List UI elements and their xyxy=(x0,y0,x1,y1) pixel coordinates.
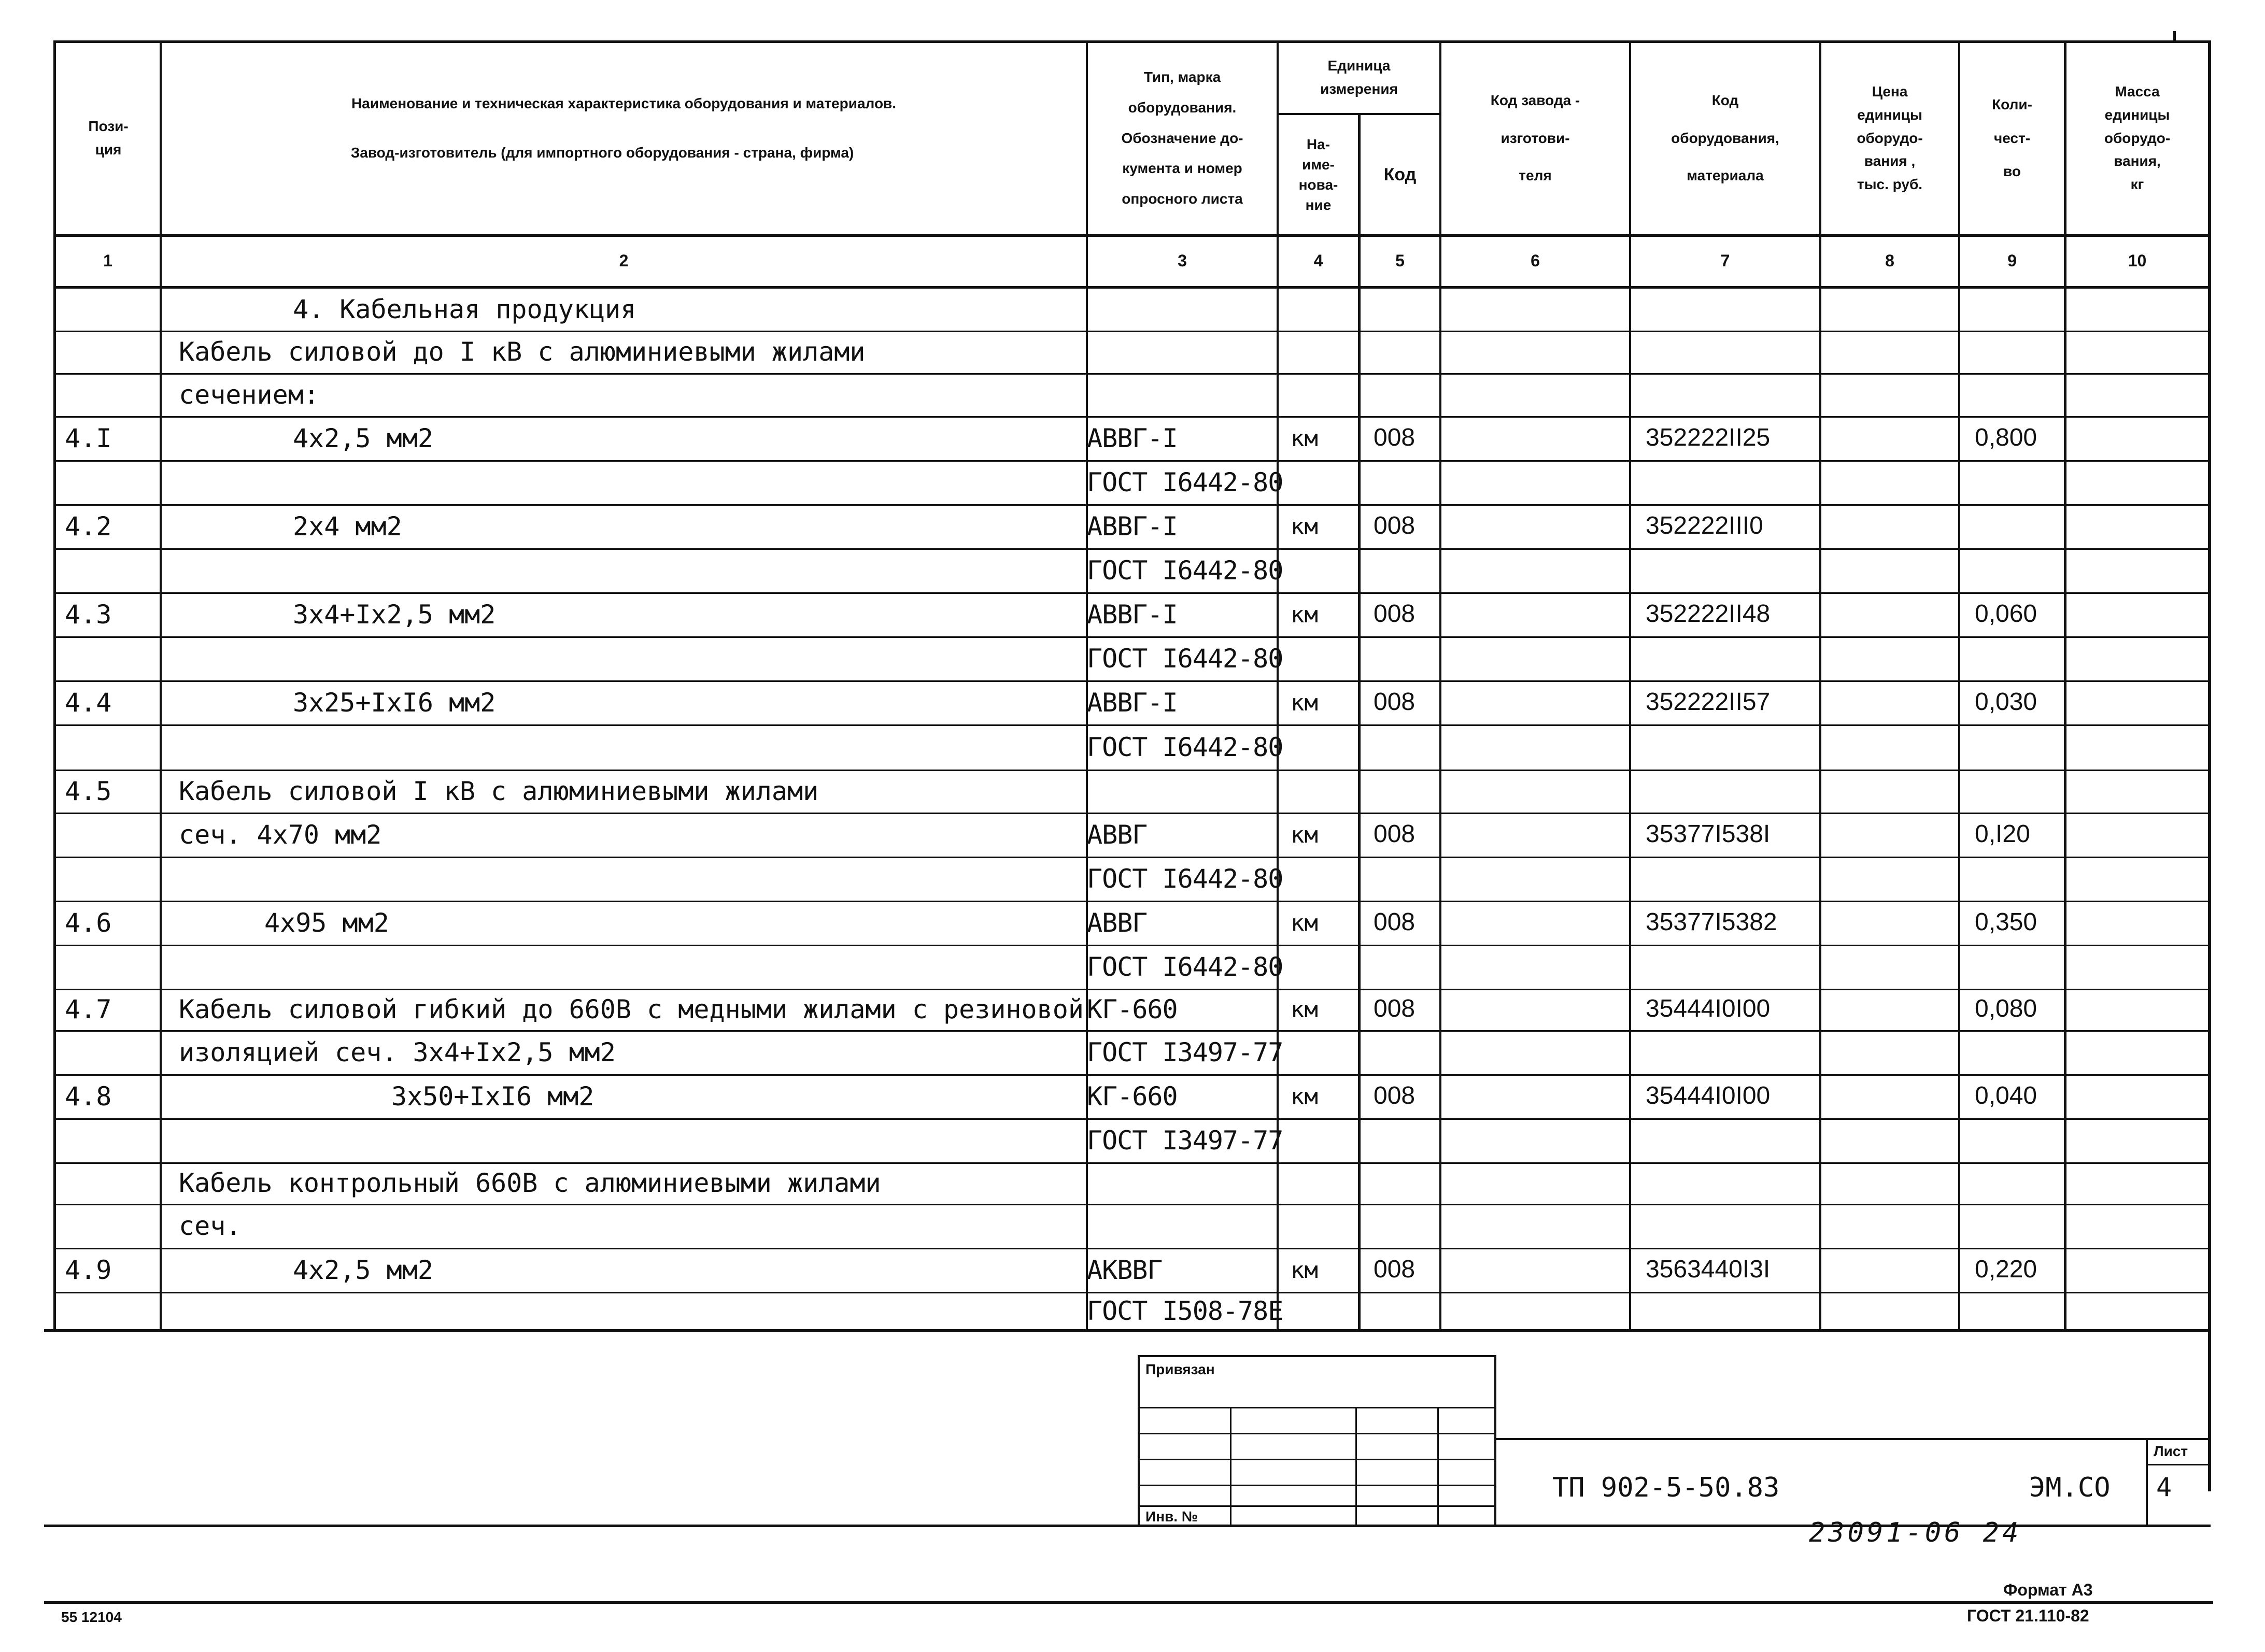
position-cell: 4.6 xyxy=(65,907,112,938)
table-row xyxy=(0,858,2265,902)
table-row xyxy=(0,332,2265,374)
table-row xyxy=(0,1031,2265,1075)
gost-label: ГОСТ 21.110-82 xyxy=(1967,1606,2089,1625)
material-code-cell: 352222II57 xyxy=(1646,688,1771,716)
type-cell: ГОСТ I508-78Е xyxy=(1087,1295,1283,1326)
type-cell: ГОСТ I3497-77 xyxy=(1087,1037,1283,1067)
document-mark: ЭМ.СО xyxy=(2029,1472,2111,1503)
name-cell: 3x50+IxI6 мм2 xyxy=(391,1081,594,1112)
unit-code-cell: 008 xyxy=(1374,1255,1415,1283)
name-cell: изоляцией сеч. 3x4+Ix2,5 мм2 xyxy=(179,1037,616,1067)
col-number-7: 7 xyxy=(1720,251,1730,270)
position-cell: 4.9 xyxy=(65,1255,112,1285)
col-number-2: 2 xyxy=(619,251,629,270)
type-cell: КГ-660 xyxy=(1087,1081,1178,1112)
type-cell: ГОСТ I6442-80 xyxy=(1087,951,1283,982)
material-code-cell: 352222II25 xyxy=(1646,423,1771,451)
document-code: ТП 902-5-50.83 xyxy=(1552,1472,1780,1503)
position-cell: 4.2 xyxy=(65,511,112,542)
col-number-6: 6 xyxy=(1531,251,1540,270)
unit-name-cell: км xyxy=(1291,425,1318,452)
name-cell: Кабель силовой до I кВ с алюминиевыми жилами xyxy=(179,337,866,367)
unit-code-cell: 008 xyxy=(1374,820,1415,848)
quantity-cell: 0,220 xyxy=(1975,1255,2037,1283)
position-cell: 4.5 xyxy=(65,776,112,806)
header-maker-code: Код завода - изготови- теля xyxy=(1490,92,1580,184)
handwritten-number: 23091-06 24 xyxy=(1809,1517,2022,1548)
col-number-1: 1 xyxy=(103,251,112,270)
name-cell: 3x4+Ix2,5 мм2 xyxy=(293,599,496,630)
unit-code-cell: 008 xyxy=(1374,1081,1415,1109)
position-cell: 4.7 xyxy=(65,994,112,1024)
unit-name-cell: км xyxy=(1291,1257,1318,1284)
type-cell: ГОСТ I6442-80 xyxy=(1087,863,1283,894)
type-cell: ГОСТ I6442-80 xyxy=(1087,732,1283,762)
type-cell: ГОСТ I6442-80 xyxy=(1087,467,1283,497)
name-cell: сеч. xyxy=(179,1210,242,1241)
table-row xyxy=(0,1293,2265,1331)
type-cell: АВВГ xyxy=(1087,907,1148,938)
name-cell: 4. Кабельная продукция xyxy=(293,294,636,324)
corner-tick xyxy=(2173,31,2176,42)
header-unit: Единица измерения xyxy=(1320,58,1398,97)
table-row xyxy=(0,374,2265,417)
name-cell: 4x95 мм2 xyxy=(264,907,389,938)
unit-code-cell: 008 xyxy=(1374,423,1415,451)
unit-name-cell: км xyxy=(1291,1083,1318,1110)
type-cell: АВВГ xyxy=(1087,819,1148,850)
col-number-8: 8 xyxy=(1885,251,1894,270)
name-cell: сеч. 4x70 мм2 xyxy=(179,819,382,850)
name-cell: Кабель силовой I кВ с алюминиевыми жилами xyxy=(179,776,819,806)
table-row xyxy=(0,505,2265,549)
footer-line xyxy=(44,1601,2213,1604)
table-row xyxy=(0,814,2265,858)
table-row xyxy=(0,637,2265,681)
sheet-label: Лист xyxy=(2154,1443,2188,1459)
table-row xyxy=(0,593,2265,637)
table-row xyxy=(0,1205,2265,1249)
type-cell: ГОСТ I3497-77 xyxy=(1087,1125,1283,1156)
table-row xyxy=(0,549,2265,593)
print-code: 55 12104 xyxy=(61,1609,122,1625)
type-cell: ГОСТ I6442-80 xyxy=(1087,643,1283,674)
table-row xyxy=(0,681,2265,725)
quantity-cell: 0,800 xyxy=(1975,423,2037,451)
col-number-3: 3 xyxy=(1178,251,1187,270)
header-mass: Масса единицы оборудо- вания, кг xyxy=(2104,83,2171,193)
table-row xyxy=(0,1119,2265,1163)
unit-code-cell: 008 xyxy=(1374,511,1415,539)
table-row xyxy=(0,725,2265,771)
position-cell: 4.4 xyxy=(65,687,112,718)
table-row xyxy=(0,417,2265,461)
position-cell: 4.8 xyxy=(65,1081,112,1112)
format-label: Формат А3 xyxy=(2003,1580,2093,1599)
material-code-cell: 35377I5382 xyxy=(1646,908,1777,936)
quantity-cell: 0,060 xyxy=(1975,600,2037,628)
name-cell: 4x2,5 мм2 xyxy=(293,1255,433,1285)
material-code-cell: 35444I0I00 xyxy=(1646,995,1771,1022)
stamp-attached-label: Привязан xyxy=(1145,1361,1215,1377)
table-row xyxy=(0,946,2265,990)
position-cell: 4.3 xyxy=(65,599,112,630)
table-row xyxy=(0,990,2265,1031)
unit-name-cell: км xyxy=(1291,513,1318,540)
col-number-5: 5 xyxy=(1395,251,1405,270)
name-cell: Кабель силовой гибкий до 660В с медными жилами с резиновой xyxy=(179,994,1084,1024)
col-number-10: 10 xyxy=(2128,251,2147,270)
type-cell: КГ-660 xyxy=(1087,994,1178,1024)
header-unit-code: Код xyxy=(1383,164,1417,184)
header-position: Пози- ция xyxy=(88,118,129,158)
name-cell: 3x25+IxI6 мм2 xyxy=(293,687,496,718)
material-code-cell: 352222II48 xyxy=(1646,600,1771,628)
header-name-line1: Наименование и техническая характеристика оборудования и материалов. xyxy=(351,95,897,111)
sheet-number: 4 xyxy=(2156,1472,2172,1502)
table-row xyxy=(0,289,2265,332)
unit-name-cell: км xyxy=(1291,996,1318,1023)
type-cell: АВВГ-I xyxy=(1087,687,1178,718)
table-row xyxy=(0,461,2265,505)
unit-name-cell: км xyxy=(1291,689,1318,716)
type-cell: АВВГ-I xyxy=(1087,423,1178,453)
type-cell: АВВГ-I xyxy=(1087,511,1178,542)
unit-code-cell: 008 xyxy=(1374,908,1415,936)
header-unit-name: На- име- нова- ние xyxy=(1298,136,1338,213)
name-cell: 4x2,5 мм2 xyxy=(293,423,433,453)
position-cell: 4.I xyxy=(65,423,112,453)
quantity-cell: 0,030 xyxy=(1975,688,2037,716)
col-number-4: 4 xyxy=(1313,251,1323,270)
col-number-9: 9 xyxy=(2007,251,2017,270)
unit-code-cell: 008 xyxy=(1374,688,1415,716)
header-price: Цена единицы оборудо- вания , тыс. руб. xyxy=(1857,83,1923,193)
table-row xyxy=(0,1075,2265,1119)
type-cell: ГОСТ I6442-80 xyxy=(1087,555,1283,586)
name-cell: Кабель контрольный 660В с алюминиевыми жилами xyxy=(179,1168,881,1198)
title-block xyxy=(1138,1355,2213,1526)
unit-code-cell: 008 xyxy=(1374,995,1415,1022)
table-row xyxy=(0,771,2265,814)
table-row xyxy=(0,1163,2265,1205)
material-code-cell: 35444I0I00 xyxy=(1646,1081,1771,1109)
quantity-cell: 0,350 xyxy=(1975,908,2037,936)
material-code-cell: 352222III0 xyxy=(1646,511,1763,539)
table-row xyxy=(0,902,2265,946)
unit-name-cell: км xyxy=(1291,909,1318,936)
table-row xyxy=(0,1249,2265,1293)
header-name-line2: Завод-изготовитель (для импортного оборудования - страна, фирма) xyxy=(350,144,854,161)
quantity-cell: 0,I20 xyxy=(1975,820,2030,848)
name-cell: сечением: xyxy=(179,379,319,410)
type-cell: АКВВГ xyxy=(1087,1255,1163,1285)
stamp-inventory-label: Инв. № xyxy=(1145,1508,1198,1525)
unit-code-cell: 008 xyxy=(1374,600,1415,628)
unit-name-cell: км xyxy=(1291,601,1318,628)
quantity-cell: 0,080 xyxy=(1975,995,2037,1022)
material-code-cell: 3563440I3I xyxy=(1646,1255,1771,1283)
unit-name-cell: км xyxy=(1291,821,1318,848)
name-cell: 2x4 мм2 xyxy=(293,511,402,542)
type-cell: АВВГ-I xyxy=(1087,599,1178,630)
material-code-cell: 35377I538I xyxy=(1646,820,1771,848)
header-quantity: Коли- чест- во xyxy=(1992,96,2032,180)
header-type: Тип, марка оборудования. Обозначение до- кумента и номер опросного листа xyxy=(1121,69,1243,207)
header-equipment-code: Код оборудования, материала xyxy=(1671,92,1779,184)
quantity-cell: 0,040 xyxy=(1975,1081,2037,1109)
